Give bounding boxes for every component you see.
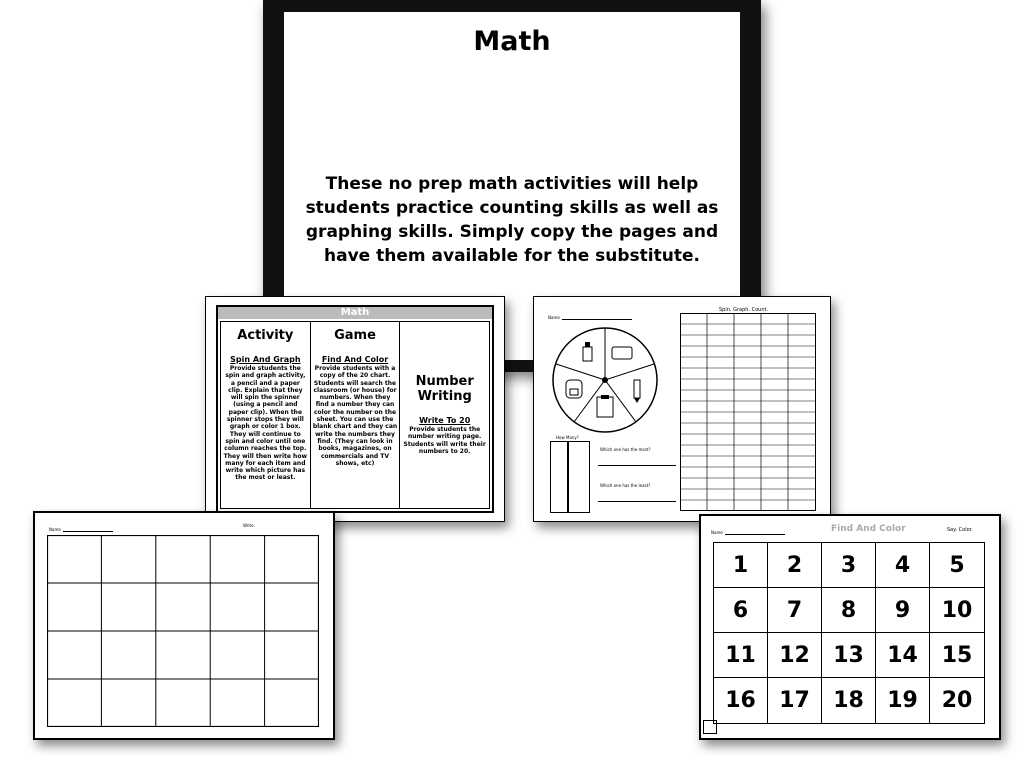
poster-description: These no prep math activities will help students practice counting skills as well as graphing skills. Simply copy the pages and have them available for the substitute. [305, 174, 719, 266]
backpack-icon [566, 380, 582, 398]
number-cell[interactable]: 19 [876, 678, 930, 723]
overview-card [205, 296, 505, 522]
column-subheading: Spin And Graph [230, 355, 301, 364]
name-line [562, 319, 632, 320]
overview-frame [216, 305, 494, 513]
overview-header: Math [218, 307, 492, 319]
column-subheading: Find And Color [321, 355, 389, 364]
write-page-title: Write. [243, 523, 255, 528]
answer-line-least [598, 501, 676, 502]
how-many-boxes [568, 441, 590, 513]
question-most: Which one has the most? [600, 447, 651, 452]
number-cell[interactable]: 14 [876, 633, 930, 678]
pencil-box-icon [612, 347, 632, 359]
column-text: Provide students the number writing page. Students will write their numbers to 20. [403, 426, 486, 455]
number-cell[interactable]: 2 [768, 543, 822, 588]
number-cell[interactable]: 8 [822, 588, 876, 633]
spin-page-title: Spin. Graph. Count. [719, 307, 769, 313]
logo-mark [703, 720, 717, 734]
write-grid [47, 535, 319, 727]
number-cell[interactable]: 13 [822, 633, 876, 678]
number-cell[interactable]: 7 [768, 588, 822, 633]
find-page-subtitle: Say. Color. [947, 527, 973, 533]
column-text: Provide students with a copy of the 20 chart. Students will search the classroom (or house) for numbers. When they find a number they can color the number on the sheet. You can use the blank chart and they can write the numbers they find. (They can look in books, magazines, on commercials and TV shows, etc) [312, 365, 398, 467]
question-least: Which one has the least? [600, 483, 651, 488]
number-cell[interactable]: 5 [930, 543, 984, 588]
find-page-title: Find And Color [831, 524, 906, 534]
column-heading: Game [334, 328, 376, 343]
number-cell[interactable]: 9 [876, 588, 930, 633]
column-text: Provide students the spin and graph activity, a pencil and a paper clip. Explain that they will spin the spinner (using a pencil and paper clip). When the spinner stops they will graph or color 1 box. They will continue to spin and color until one column reaches the top. They will then write how many for each item and write which picture has the most or least. [223, 365, 307, 482]
spinner [550, 325, 660, 435]
overview-columns [220, 321, 490, 509]
how-many-icons [550, 441, 568, 513]
number-grid [713, 542, 985, 724]
overview-column-game [311, 322, 401, 508]
number-cell[interactable]: 12 [768, 633, 822, 678]
number-cell[interactable]: 1 [714, 543, 768, 588]
graph-grid [680, 313, 816, 511]
name-line [725, 534, 785, 535]
number-cell[interactable]: 10 [930, 588, 984, 633]
name-label: Name [548, 315, 560, 320]
column-subheading: Write To 20 [419, 416, 471, 425]
find-and-color-page [699, 514, 1001, 740]
number-cell[interactable]: 20 [941, 688, 973, 713]
number-cell[interactable]: 11 [714, 633, 768, 678]
number-cell[interactable]: 18 [822, 678, 876, 723]
number-cell[interactable]: 4 [876, 543, 930, 588]
column-heading: Activity [237, 328, 294, 343]
name-line [63, 531, 113, 532]
clipboard-icon [597, 395, 613, 417]
number-cell[interactable]: 17 [768, 678, 822, 723]
how-many-label: How Many? [556, 435, 579, 440]
spin-graph-page [533, 296, 831, 522]
column-heading: Number Writing [415, 374, 474, 404]
name-label: Name [49, 527, 61, 532]
write-page [33, 511, 335, 740]
number-cell[interactable]: 16 [714, 678, 768, 723]
overview-column-number-writing [400, 322, 489, 508]
answer-line-most [598, 465, 676, 466]
overview-column-activity [221, 322, 311, 508]
number-cell[interactable]: 15 [930, 633, 984, 678]
number-cell[interactable]: 6 [714, 588, 768, 633]
poster-title: Math [473, 26, 551, 57]
name-label: Name [711, 530, 723, 535]
number-cell[interactable]: 3 [822, 543, 876, 588]
